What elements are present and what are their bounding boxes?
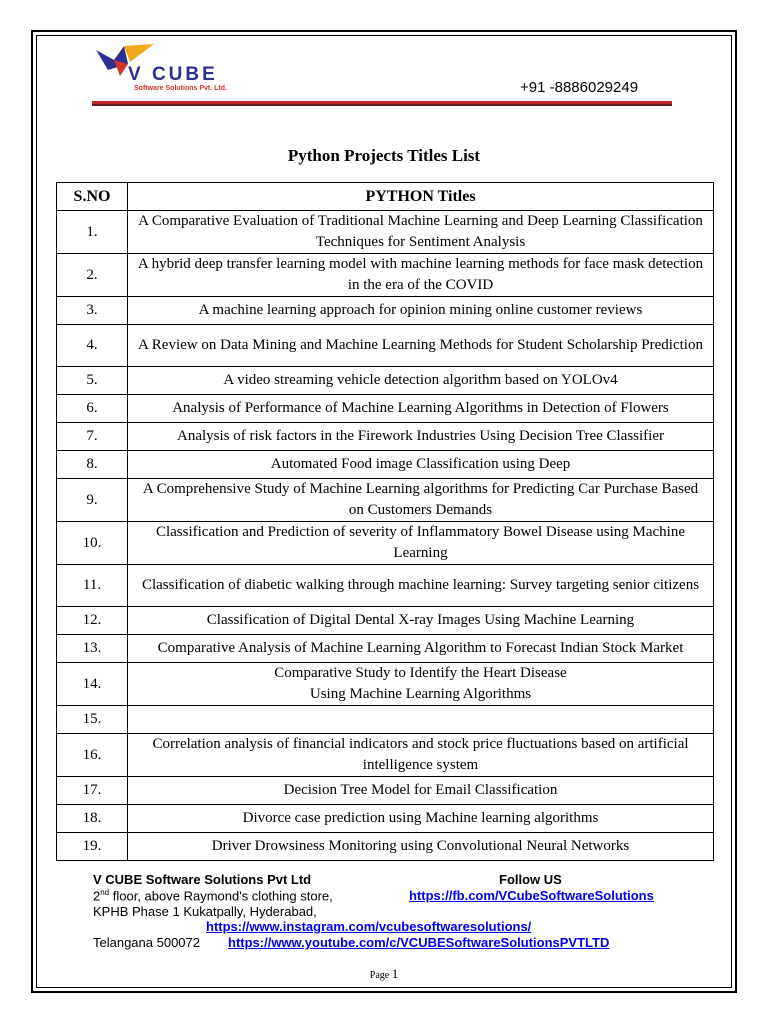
row-title: A hybrid deep transfer learning model with machine learning methods for face mask detection in the era of the COVID: [128, 254, 714, 297]
row-title: Classification and Prediction of severity of Inflammatory Bowel Disease using Machine Learning: [128, 522, 714, 565]
row-title: Driver Drowsiness Monitoring using Convolutional Neural Networks: [128, 833, 714, 861]
table-row: [57, 833, 714, 861]
logo-text: V CUBE: [128, 64, 218, 85]
page-title: Python Projects Titles List: [287, 146, 481, 165]
row-sno: 9.: [57, 479, 128, 522]
row-sno: 1.: [57, 211, 128, 254]
table-row: [57, 451, 714, 479]
table-row: [57, 734, 714, 777]
row-sno: 14.: [57, 663, 128, 706]
footer-address-line1: 2nd floor, above Raymond's clothing store,: [93, 888, 333, 904]
table-row: [57, 522, 714, 565]
table-row: [57, 805, 714, 833]
table-row: [57, 607, 714, 635]
row-sno: 8.: [57, 451, 128, 479]
instagram-link[interactable]: https://www.instagram.com/vcubesoftwaresolutions/: [206, 919, 532, 934]
row-title: Automated Food image Classification using Deep: [128, 451, 714, 479]
row-title: A Comparative Evaluation of Traditional Machine Learning and Deep Learning Classification Techniques for Sentiment Analysis: [128, 211, 714, 254]
row-title: Comparative Study to Identify the Heart Disease Using Machine Learning Algorithms: [128, 663, 714, 706]
table-row: [57, 706, 714, 734]
row-sno: 18.: [57, 805, 128, 833]
row-sno: 17.: [57, 777, 128, 805]
row-sno: 13.: [57, 635, 128, 663]
row-sno: 19.: [57, 833, 128, 861]
row-sno: 11.: [57, 565, 128, 607]
row-sno: 6.: [57, 395, 128, 423]
footer-company: V CUBE Software Solutions Pvt Ltd: [93, 872, 312, 887]
table-row: [57, 565, 714, 607]
footer-address-line2: KPHB Phase 1 Kukatpally, Hyderabad,: [93, 904, 317, 919]
row-title: Decision Tree Model for Email Classification: [128, 777, 714, 805]
table-row: [57, 635, 714, 663]
row-title: Classification of diabetic walking through machine learning: Survey targeting senior citizens: [128, 565, 714, 607]
row-title: A Review on Data Mining and Machine Learning Methods for Student Scholarship Prediction: [128, 325, 714, 367]
table-row: [57, 423, 714, 451]
row-title: Correlation analysis of financial indicators and stock price fluctuations based on artificial intelligence system: [128, 734, 714, 777]
row-sno: 10.: [57, 522, 128, 565]
row-sno: 15.: [57, 706, 128, 734]
row-title: Divorce case prediction using Machine learning algorithms: [128, 805, 714, 833]
row-sno: 5.: [57, 367, 128, 395]
table-row: [57, 663, 714, 706]
table-row: [57, 254, 714, 297]
row-title: A Comprehensive Study of Machine Learning algorithms for Predicting Car Purchase Based on Customers Demands: [128, 479, 714, 522]
column-header-sno: S.NO: [57, 183, 128, 211]
row-title: [128, 706, 714, 734]
table-row: [57, 479, 714, 522]
header-divider-dark: [92, 104, 672, 106]
row-sno: 2.: [57, 254, 128, 297]
projects-table: [56, 182, 714, 861]
footer-follow-us: Follow US: [499, 872, 562, 887]
row-title: A video streaming vehicle detection algorithm based on YOLOv4: [128, 367, 714, 395]
row-title: Analysis of risk factors in the Firework Industries Using Decision Tree Classifier: [128, 423, 714, 451]
row-sno: 3.: [57, 297, 128, 325]
row-title: A machine learning approach for opinion mining online customer reviews: [128, 297, 714, 325]
facebook-link[interactable]: https://fb.com/VCubeSoftwareSolutions: [409, 888, 654, 903]
footer-address-line3: Telangana 500072: [93, 935, 200, 950]
table-row: [57, 777, 714, 805]
column-header-title: PYTHON Titles: [128, 183, 714, 211]
row-sno: 16.: [57, 734, 128, 777]
row-title: Analysis of Performance of Machine Learning Algorithms in Detection of Flowers: [128, 395, 714, 423]
table-row: [57, 367, 714, 395]
row-title: Comparative Analysis of Machine Learning Algorithm to Forecast Indian Stock Market: [128, 635, 714, 663]
table-row: [57, 211, 714, 254]
row-sno: 12.: [57, 607, 128, 635]
table-row: [57, 325, 714, 367]
logo-subtitle: Software Solutions Pvt. Ltd.: [134, 85, 227, 92]
row-title: Classification of Digital Dental X-ray Images Using Machine Learning: [128, 607, 714, 635]
row-sno: 7.: [57, 423, 128, 451]
vcube-logo: [94, 42, 244, 102]
page-number: Page 1: [369, 966, 399, 981]
youtube-link[interactable]: https://www.youtube.com/c/VCUBESoftwareSolutionsPVTLTD: [228, 935, 610, 950]
phone-number: +91 -8886029249: [520, 79, 639, 96]
row-sno: 4.: [57, 325, 128, 367]
table-row: [57, 297, 714, 325]
table-row: [57, 395, 714, 423]
table-header-row: [57, 183, 714, 211]
